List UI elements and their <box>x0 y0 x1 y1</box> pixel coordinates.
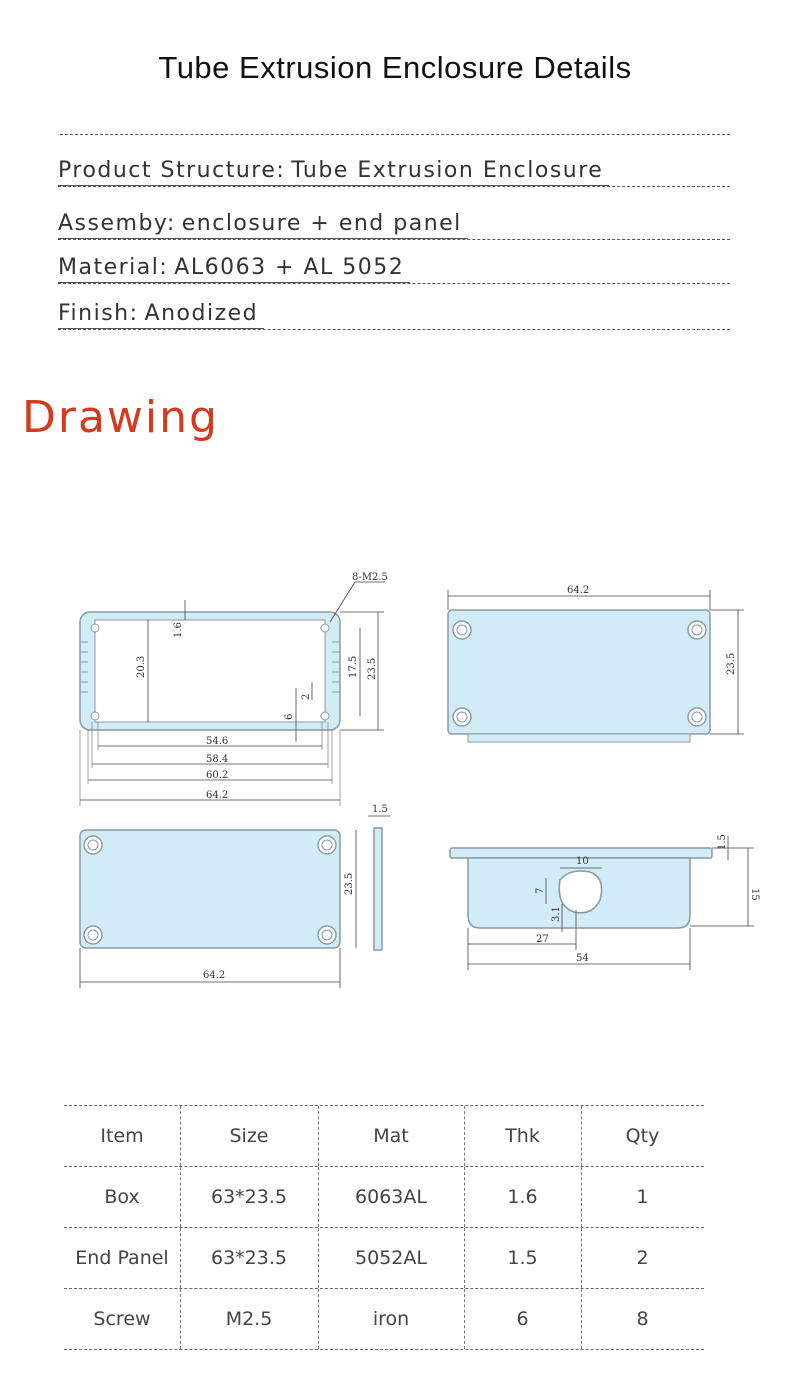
spec-row-structure <box>58 156 730 187</box>
dim-label: 1.5 <box>372 804 388 815</box>
dim-label: 2 <box>301 693 312 700</box>
table-cell: 6063AL <box>355 1186 427 1208</box>
table-header: Mat <box>373 1125 409 1147</box>
dim-label: 54 <box>576 953 589 964</box>
cover-plate-view <box>80 804 390 988</box>
table-header: Item <box>100 1125 144 1147</box>
dim-label: 8-M2.5 <box>352 572 388 583</box>
spec-value: Anodized <box>145 300 265 329</box>
dim-label: 64.2 <box>206 790 229 801</box>
dim-label: 6 <box>284 713 295 720</box>
table-cell: 1 <box>636 1186 649 1208</box>
table-cell: Screw <box>93 1308 151 1330</box>
table-cell: 8 <box>636 1308 649 1330</box>
dim-label: 1.5 <box>717 834 728 850</box>
dim-label: 27 <box>536 934 549 945</box>
dim-label: 20.3 <box>136 655 147 678</box>
table-header: Thk <box>505 1125 540 1147</box>
dim-label: 60.2 <box>206 770 229 781</box>
dim-label: 54.6 <box>206 736 229 747</box>
table-cell: 2 <box>636 1247 649 1269</box>
table-row <box>64 1227 704 1288</box>
dim-label: 58.4 <box>206 754 229 765</box>
spec-row-material <box>58 253 730 284</box>
dim-label: 1.6 <box>173 622 184 638</box>
spec-row-assembly <box>58 209 730 240</box>
table-cell: 63*23.5 <box>211 1186 287 1208</box>
dim-label: 3.1 <box>551 906 562 922</box>
page-title: Tube Extrusion Enclosure Details <box>158 50 632 85</box>
dim-label: 23.5 <box>344 872 355 895</box>
dim-label: 7 <box>535 887 546 894</box>
dim-label: 17.5 <box>348 655 359 678</box>
spec-label: Product Structure: <box>58 157 291 186</box>
spec-value: enclosure + end panel <box>182 210 468 239</box>
dim-label: 23.5 <box>726 652 737 675</box>
spec-label: Material: <box>58 254 174 283</box>
technical-drawing <box>0 560 790 1000</box>
table-cell: iron <box>372 1308 410 1330</box>
table-cell: M2.5 <box>225 1308 273 1330</box>
divider <box>60 134 730 135</box>
table-cell: 5052AL <box>355 1247 427 1269</box>
table-cell: 1.6 <box>507 1186 538 1208</box>
spec-value: Tube Extrusion Enclosure <box>291 157 609 186</box>
profile-view <box>80 572 388 806</box>
parts-table <box>64 1105 704 1350</box>
dim-label: 10 <box>576 856 589 867</box>
dim-label: 23.5 <box>367 657 378 680</box>
spec-row-finish <box>58 299 730 330</box>
dim-label: 64.2 <box>567 585 590 596</box>
spec-label: Assemby: <box>58 210 182 239</box>
table-cell: 6 <box>516 1308 529 1330</box>
end-panel-view <box>448 585 744 742</box>
table-header: Qty <box>625 1125 660 1147</box>
table-cell: 1.5 <box>507 1247 538 1269</box>
drawing-heading: Drawing <box>22 392 219 443</box>
table-row <box>64 1166 704 1227</box>
end-panel-section-view <box>450 834 760 970</box>
spec-label: Finish: <box>58 300 145 329</box>
table-cell: End Panel <box>75 1247 169 1269</box>
table-row <box>64 1288 704 1350</box>
dim-label: 15 <box>749 888 760 901</box>
dim-label: 64.2 <box>203 970 226 981</box>
table-cell: Box <box>104 1186 140 1208</box>
table-header-row <box>64 1105 704 1166</box>
table-header: Size <box>229 1125 269 1147</box>
table-cell: 63*23.5 <box>211 1247 287 1269</box>
spec-value: AL6063 + AL 5052 <box>174 254 410 283</box>
